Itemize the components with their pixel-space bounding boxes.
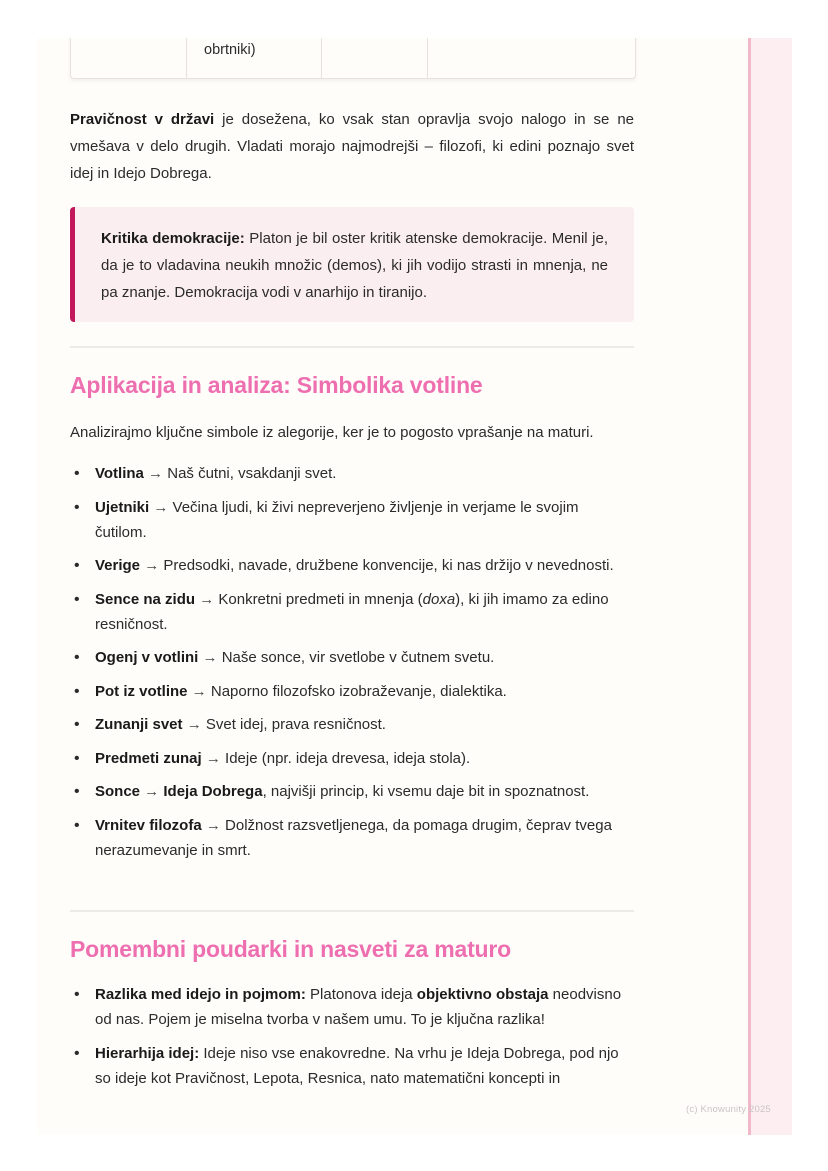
table-fragment (70, 38, 636, 79)
callout-text: Kritika demokracije: Platon je bil oster kritik atenske demokracije. Menil je, da je to vladavina neukih množic (demos), ki jih vodijo strasti in mnenja, ne pa znanje. Demokracija vodi v anarhijo in tiranijo. (101, 230, 608, 301)
table-cell (428, 38, 635, 78)
list-item: • Zunanji svet → Svet idej, prava resničnost. (70, 712, 634, 737)
list-item: • Hierarhija idej: Ideje niso vse enakovredne. Na vrhu je Ideja Dobrega, pod njo so ideje kot Pravičnost, Lepota, Resnica, nato matematični koncepti in (70, 1041, 634, 1091)
document-page (37, 38, 748, 1135)
list-item: • Razlika med idejo in pojmom: Platonova ideja objektivno obstaja neodvisno od nas. Pojem je miselna tvorba v našem umu. To je ključna razlika! (70, 982, 634, 1032)
section-heading-symbolism: Aplikacija in analiza: Simbolika votline (70, 372, 483, 398)
list-item: • Sonce → Ideja Dobrega, najvišji princip, ki vsemu daje bit in spoznatnost. (70, 779, 634, 804)
table-cell (71, 38, 187, 78)
symbol-list (70, 461, 634, 871)
page-side-strip (748, 38, 792, 1135)
list-item: • Sence na zidu → Konkretni predmeti in mnenja (doxa), ki jih imamo za edino resničnost. (70, 587, 634, 637)
table-cell (322, 38, 428, 78)
table-cell: obrtniki) (187, 38, 322, 78)
list-item: • Vrnitev filozofa → Dolžnost razsvetljenega, da pomaga drugim, čeprav tvega nerazumevanje in smrt. (70, 813, 634, 863)
callout-democracy-critique (70, 207, 634, 322)
list-item: • Predmeti zunaj → Ideje (npr. ideja drevesa, ideja stola). (70, 746, 634, 771)
section-heading-exam-tips: Pomembni poudarki in nasveti za maturo (70, 936, 511, 962)
paragraph-justice: Pravičnost v državi je dosežena, ko vsak stan opravlja svojo nalogo in se ne vmešava v delo drugih. Vladati morajo najmodrejši – filozofi, ki edini poznajo svet idej in Idejo Dobrega. (70, 111, 634, 182)
divider (70, 346, 634, 348)
list-item: • Pot iz votline → Naporno filozofsko izobraževanje, dialektika. (70, 679, 634, 704)
list-item: • Ogenj v votlini → Naše sonce, vir svetlobe v čutnem svetu. (70, 645, 634, 670)
divider (70, 910, 634, 912)
section-intro: Analizirajmo ključne simbole iz alegorije, ker je to pogosto vprašanje na maturi. (70, 424, 594, 441)
exam-tips-list (70, 982, 634, 1099)
list-item: • Verige → Predsodki, navade, družbene konvencije, ki nas držijo v nevednosti. (70, 553, 634, 578)
list-item: • Ujetniki → Večina ljudi, ki živi nepreverjeno življenje in verjame le svojim čutilom. (70, 495, 634, 545)
copyright-footer: (c) Knowunity 2025 (686, 1104, 771, 1115)
list-item: • Votlina → Naš čutni, vsakdanji svet. (70, 461, 634, 486)
